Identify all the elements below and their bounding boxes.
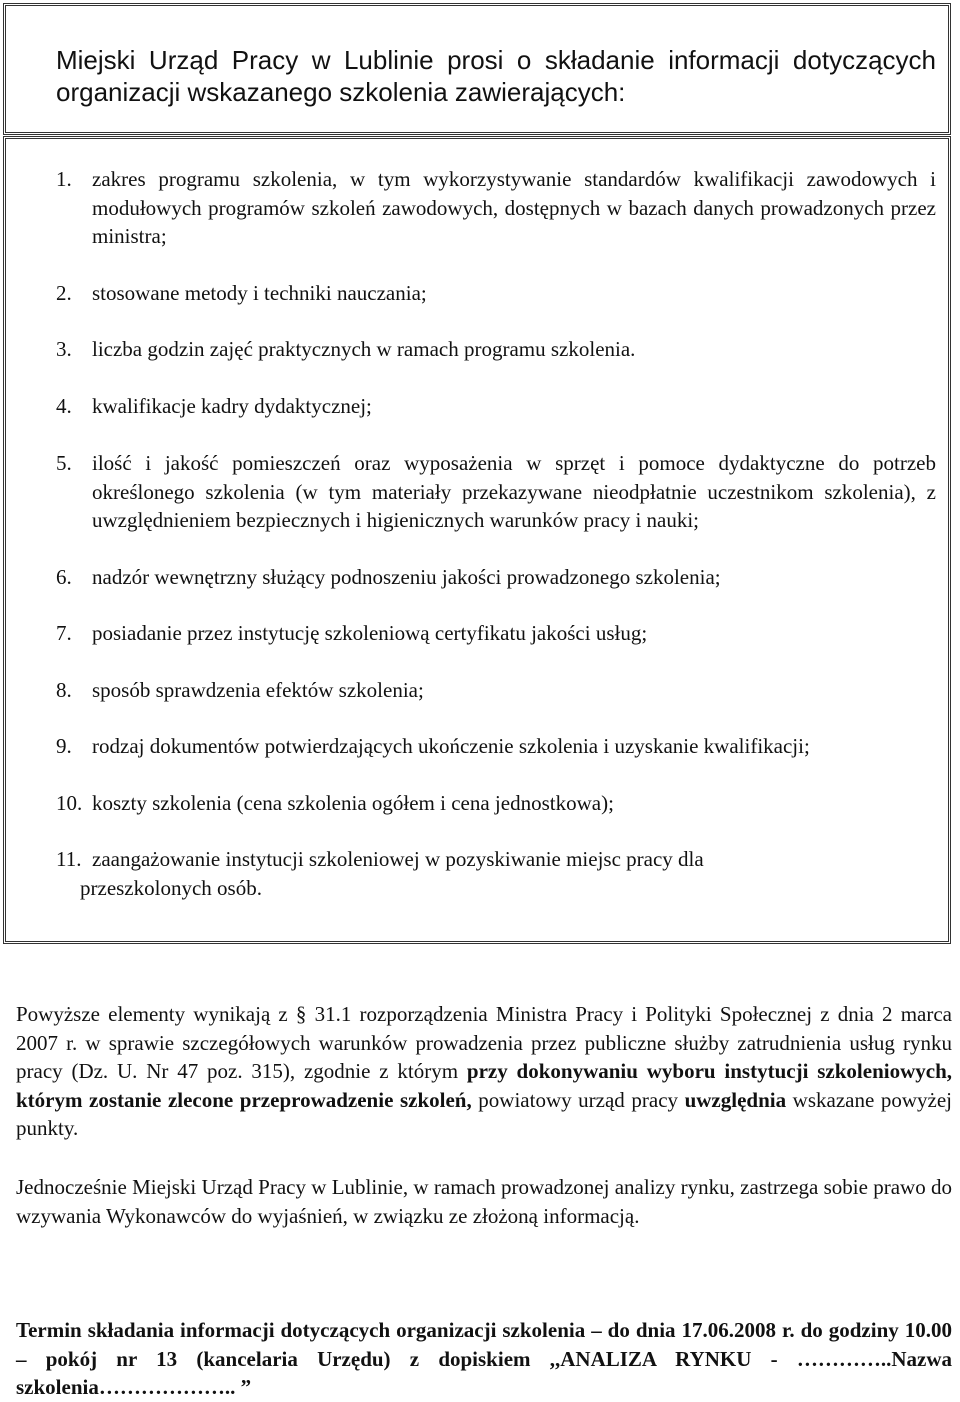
list-item-number: 11.	[56, 847, 82, 871]
legal-basis-paragraph	[16, 1000, 952, 1143]
list-item-text: sposób sprawdzenia efektów szkolenia;	[92, 677, 424, 702]
list-item-number: 4.	[56, 393, 72, 418]
legal-text-part1: Powyższe elementy wynikają z § 31.1 rozporządzenia Ministra Pracy i Polityki Społecznej z dnia 2 marca 2007 r. w sprawie szczegółowych warunków prowadzenia przez publiczne służby zatrudnienia usług rynku pracy (Dz. U. Nr 47 poz. 315), zgodnie z którym	[16, 1002, 952, 1084]
deadline-paragraph: Termin składania informacji dotyczących organizacji szkolenia – do dnia 17.06.2008 r. do godziny 10.00 – pokój nr 13 (kancelaria Urzędu) z dopiskiem ,,ANALIZA RYNKU - …………..Nazwa szkolenia……………….. ”	[16, 1318, 952, 1400]
list-item-number: 8.	[56, 677, 72, 702]
list-item	[56, 449, 936, 535]
list-item	[56, 335, 936, 364]
list-item	[56, 563, 936, 592]
list-item-number: 2.	[56, 280, 72, 305]
list-item	[56, 279, 936, 308]
list-item	[56, 845, 936, 902]
legal-text-part2: powiatowy urząd pracy	[471, 1087, 685, 1112]
list-item	[56, 789, 936, 818]
list-item-number: 3.	[56, 337, 72, 361]
list-item-text: rodzaj dokumentów potwierdzających ukończenie szkolenia i uzyskanie kwalifikacji;	[92, 734, 810, 758]
list-item-text: stosowane metody i techniki nauczania;	[92, 280, 427, 305]
list-item-text: posiadanie przez instytucję szkoleniową certyfikatu jakości usług;	[92, 621, 648, 645]
list-item-text-continuation: przeszkolonych osób.	[80, 875, 262, 900]
list-item	[56, 732, 936, 761]
list-item-text: liczba godzin zajęć praktycznych w ramach programu szkolenia.	[92, 337, 636, 361]
legal-text-part3: wskazane powyżej punkty.	[16, 1087, 952, 1141]
list-item-number: 1.	[56, 167, 72, 191]
list-item-text: ilość i jakość pomieszczeń oraz wyposażenia w sprzęt i pomoce dydaktyczne do potrzeb określonego szkolenia (w tym materiały przekazywane nieodpłatnie uczestnikom szkolenia), z uwzględnieniem bezpiecznych i higienicznych warunków pracy i nauki;	[92, 451, 936, 532]
list-item-text-line: zaangażowanie instytucji szkoleniowej w pozyskiwanie miejsc pracy dla	[92, 847, 704, 871]
legal-text-bold2: uwzględnia	[684, 1087, 787, 1112]
requirements-list-box	[3, 136, 951, 944]
list-item	[56, 392, 936, 421]
list-item-text	[80, 845, 936, 902]
requirements-list	[56, 165, 936, 902]
header-box	[3, 3, 951, 135]
list-item-text: koszty szkolenia (cena szkolenia ogółem i cena jednostkowa);	[92, 790, 614, 815]
list-item	[56, 676, 936, 705]
list-item-text: kwalifikacje kadry dydaktycznej;	[92, 393, 372, 418]
list-item-number: 5.	[56, 451, 72, 475]
list-item-text: nadzór wewnętrzny służący podnoszeniu jakości prowadzonego szkolenia;	[92, 564, 721, 589]
list-item-number: 10.	[56, 790, 83, 815]
page-title: Miejski Urząd Pracy w Lublinie prosi o składanie informacji dotyczących organizacji wskazanego szkolenia zawierających:	[56, 45, 936, 107]
notice-paragraph: Jednocześnie Miejski Urząd Pracy w Lublinie, w ramach prowadzonej analizy rynku, zastrzega sobie prawo do wzywania Wykonawców do wyjaśnień, w związku ze złożoną informacją.	[16, 1175, 952, 1228]
list-item	[56, 619, 936, 648]
list-item-text: zakres programu szkolenia, w tym wykorzystywanie standardów kwalifikacji zawodowych i modułowych programów szkoleń zawodowych, dostępnych w bazach danych prowadzonych przez ministra;	[92, 167, 936, 248]
legal-text-bold1: przy dokonywaniu wyboru instytucji szkoleniowych, którym zostanie zlecone przeprowadzenie szkoleń,	[16, 1059, 952, 1112]
list-item	[56, 165, 936, 251]
list-item-number: 7.	[56, 621, 72, 645]
list-item-number: 9.	[56, 734, 72, 758]
list-item-number: 6.	[56, 564, 72, 589]
